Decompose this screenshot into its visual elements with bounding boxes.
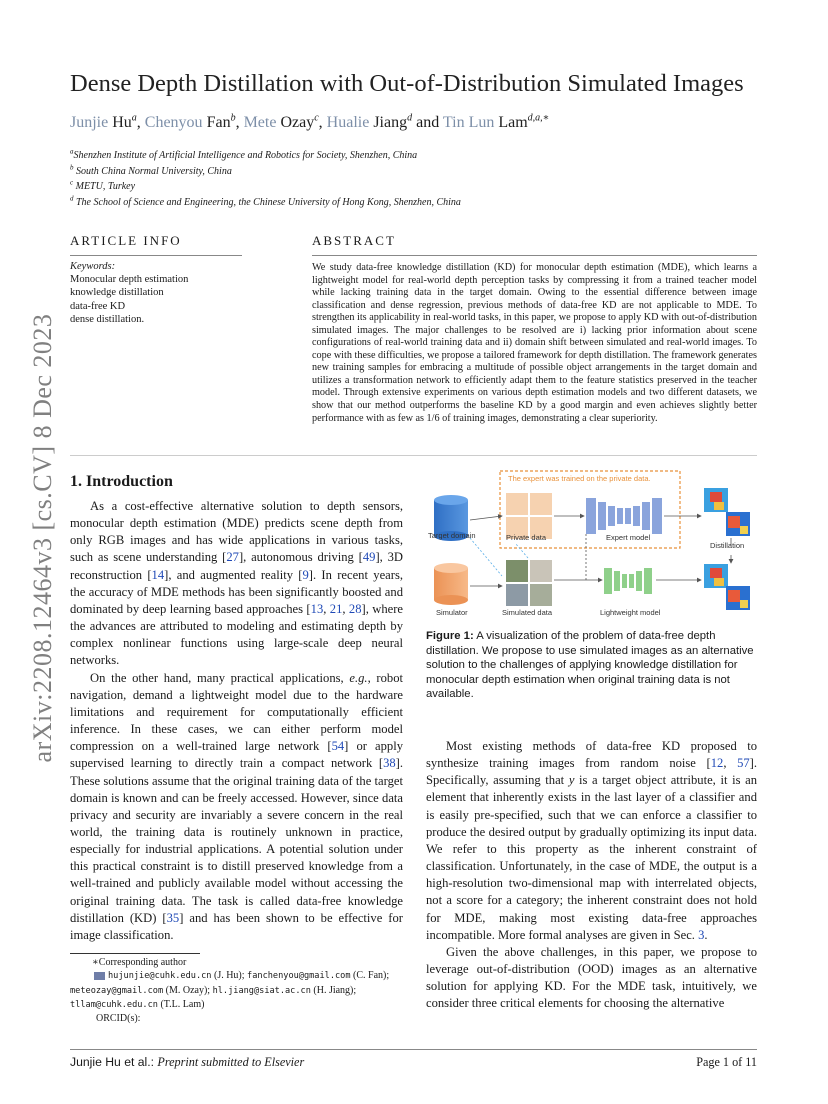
text-run: , robot navigation, demand a lightweight model due to the hardware limitations and requirement for computationally efficient inference. In these cases, we can either perform model compression on a well-trained large network [ [70,670,403,754]
text-run: ]. Specifically, assuming that [426,756,758,788]
figure-label-target-domain: Target domain [428,531,476,540]
expert-network [586,498,662,534]
caption-text: A visualization of the problem of data-free depth distillation. We propose to use simulated images as an alternative solution to the challenges of applying knowledge distillation for monocular depth estimation when original training data is not available. [426,630,754,701]
italic-run: y [568,773,575,788]
article-info-rule [70,255,242,256]
intro-paragraph-1 [70,498,403,670]
lightweight-network [604,568,652,594]
text-run: ]. These solutions assume that the original training data of the target domain is known and can be freely accessed. However, since data privacy and security are invariably a severe concern in the real world, the training data is routinely unknown in practice, especially for industrial applications. A potential solution under this practical constraint is to distill preserved knowledge from a well-trained and publicly available model without accessing the original training data. The task is called data-free knowledge distillation (KD) [ [70,756,403,925]
simulated-data-grid [506,560,552,606]
footnotes [70,956,410,1025]
email-address: fanchenyou@gmail.com [247,971,351,982]
email-address: tllam@cuhk.edu.cn [70,999,158,1010]
citation-link[interactable]: 13 [310,601,324,616]
keyword: data-free KD [70,300,126,312]
section-heading-introduction: 1. Introduction [70,473,173,490]
affiliation-c [70,178,136,192]
text-run: Most existing methods of data-free KD proposed to synthesize training images from random noise [ [426,739,757,771]
author-last-name: Hu [112,114,132,131]
author-first-name: Tin Lun [442,114,499,131]
author-first-name: Junjie [70,114,113,131]
affiliation-mark: b [70,163,74,172]
email-address: hujunjie@cuhk.edu.cn [108,971,212,982]
footnote-emails-3 [70,998,410,1012]
text-run: (J. Hu); [211,970,248,982]
author-affiliation-mark: a [131,112,137,124]
author-last-name: Fan [206,114,231,131]
figure-label-simulated-data: Simulated data [502,608,553,617]
citation-link[interactable]: 54 [331,739,345,754]
keywords-label: Keywords: [70,261,116,272]
text-run: (H. Jiang); [310,984,357,996]
caption-label: Figure 1: [426,630,474,642]
footnote-emails-2 [70,984,410,998]
text-run: is a target object attribute, it is an element that inherently exists in the last layer of a classifier and is easily pre-specified, such that we can enforce a classifier to produce the desired output by gradually optimizing its input data. We refer to this property as the inherent constraint of classification. Unfortunately, in the case of MDE, the output is a high-resolution two-dimensional map with interrelated objects, not a score for a category; the inherent constraint does not hold for MDE, making most existing data-free approaches incompatible. More formal analyses are given in Sec. [426,773,757,942]
paper-title: Dense Depth Distillation with Out-of-Distribution Simulated Images [70,70,744,97]
affiliation-b [70,163,232,177]
text-run: . [704,927,708,942]
text-run: , [723,756,738,771]
citation-link[interactable]: 27 [226,550,239,565]
simulator-cylinder [434,563,468,605]
text-run: ], autonomous driving [ [238,550,363,565]
footnote-orcid: ORCID(s): [96,1013,141,1025]
affiliation-mark: a [70,147,74,156]
arxiv-stamp-text: arXiv:2208.12464v3 [cs.CV] 8 Dec 2023 [28,313,57,763]
figure-label-simulator: Simulator [436,608,468,617]
italic-run: e.g. [349,670,368,685]
abstract-body: We study data-free knowledge distillation (KD) for monocular depth estimation (MDE), which learns a lightweight model for real-world depth perception tasks by compressing it from a trained teacher model while lacking training data in the target domain. Owing to the essential difference between image classification and dense regression, previous methods of data-free KD are not applicable to MDE. To strengthen its applicability in real-world tasks, in this paper, we propose to apply KD with out-of-distribution simulated images. The major challenges to be resolved are i) lacking prior information about scene configurations of real-world training data and ii) domain shift between simulated and real-world images. To cope with these difficulties, we propose a tailored framework for depth distillation. The framework generates new training samples for embracing a multitude of possible object arrangements in the target domain and utilizes a transformation network to efficiently adapt them to the feature statistics preserved in the teacher model. Through extensive experiments on various depth estimation models and two different datasets, we show that our method outperforms the baseline KD by a good margin and even achieves slightly better performance with as few as 1/6 of training images, demonstrating a clear superiority. [312,262,757,424]
abstract-heading: ABSTRACT [312,233,396,248]
article-info-heading: ARTICLE INFO [70,233,182,248]
affiliation-text: The School of Science and Engineering, the Chinese University of Hong Kong, Shenzhen, China [76,197,461,208]
footer-rule [70,1049,757,1050]
text-run: (C. Fan); [350,970,390,982]
author-first-name: Mete [243,114,281,131]
citation-link[interactable]: 35 [166,910,180,925]
email-address: meteozay@gmail.com [70,985,164,996]
text-run: ] and has been shown to be effective for image classification. [70,910,403,942]
author-affiliation-mark: c [314,112,319,124]
figure-1 [426,468,757,620]
citation-link[interactable]: 38 [383,756,396,771]
figure-label-expert-model: Expert model [606,533,651,542]
abstract-bottom-rule [70,455,757,456]
author [443,114,550,131]
affiliation-a [70,147,418,161]
citation-link[interactable]: 3 [698,927,705,942]
affiliation-d [70,194,461,208]
author-list: Junjie Hu$^a$, Chenyou Fan$^b$, Mete Ozay$^c$, Hualie Jiang$^d$ and Tin Lun Lam$^{d,a,∗}$ [70,112,550,131]
figure-banner-text: The expert was trained on the private data. [508,474,651,483]
footnote-email-line [108,970,389,981]
author-affiliation-mark: d [407,112,413,124]
footer-authors: Junjie Hu et al.: [70,1055,158,1069]
figure-1-caption [426,629,757,702]
figure-label-lightweight-model: Lightweight model [600,608,661,617]
text-run: (T.L. Lam) [157,998,205,1010]
affiliation-text: METU, Turkey [75,181,136,192]
text-run: As a cost-effective alternative solution to depth sensors, monocular depth estimation (MDE) predicts scene depth from only RGB images and has wide applications in various tasks, such as scene understanding [ [70,499,403,565]
intro-column [70,498,403,944]
author [244,114,319,131]
citation-link[interactable]: 57 [737,756,750,771]
email-icon [94,972,105,980]
student-depth-maps [704,564,750,610]
citation-link[interactable]: 49 [362,550,376,565]
author [145,114,236,131]
text-run: , [342,601,349,616]
text-run: , [323,601,330,616]
figure-label-private-data: Private data [506,533,547,542]
author-last-name: Lam [498,114,528,131]
text-run: (M. Ozay); [163,984,213,996]
affiliation-text: South China Normal University, China [76,166,232,177]
text-run: ] or apply supervised learning to directly train a compact network [ [70,739,403,771]
footnote-rule [70,953,200,954]
intro-paragraph-2 [70,670,403,945]
author [327,114,412,131]
text-run: On the other hand, many practical applications, [90,670,350,685]
text-run: Given the above challenges, in this paper, we propose to leverage out-of-distribution (OOD) images as an alternative solution for applying KD. For the MDE task, intuitively, we consider three critical elements for choosing the alternative [426,944,757,1011]
citation-link[interactable]: 9 [302,567,309,582]
footnote-corresponding: ∗Corresponding author [92,957,187,968]
text-run: ], where the advances are attributed to modeling and estimating depth by complex nonlinear functions using large-scale deep neural networks. [70,601,404,668]
affiliation-mark: c [70,178,74,187]
text-run: ]. In recent years, the accuracy of MDE methods has been significantly boosted and dominated by deep learning based approaches [ [70,567,403,616]
page-number: Page 1 of 11 [696,1055,757,1069]
keyword: Monocular depth estimation [70,274,189,286]
keyword: knowledge distillation [70,287,164,299]
abstract-rule [312,255,757,256]
author-first-name: Hualie [326,114,374,131]
author-last-name: Jiang [373,114,408,131]
text-run: ], and augmented reality [ [164,567,303,582]
author-affiliation-mark: b [230,112,236,124]
footer-left [70,1055,304,1070]
right-paragraph-1 [426,738,757,944]
right-paragraph-2 [426,944,757,1013]
citation-link[interactable]: 28 [348,601,362,616]
right-column [426,738,757,1013]
figure-diagram [426,468,757,620]
keyword: dense distillation. [70,313,145,325]
keywords-block [70,260,300,326]
text-run: ], 3D reconstruction [ [70,550,403,582]
author [70,114,137,131]
figure-label-distillation: Distillation [710,541,745,550]
author-affiliation-mark: d,a,∗ [527,112,550,124]
expert-depth-maps [704,488,750,536]
author-conjunction: and [412,114,443,131]
footer-journal: Preprint submitted to Elsevier [157,1055,305,1069]
author-first-name: Chenyou [144,114,207,131]
email-address: hl.jiang@siat.ac.cn [212,985,311,996]
citation-link[interactable]: 12 [710,756,724,771]
affiliation-text: Shenzhen Institute of Artificial Intelligence and Robotics for Society, Shenzhen, China [73,150,418,161]
footnote-emails-1 [70,969,410,983]
citation-link[interactable]: 14 [151,567,165,582]
author-last-name: Ozay [280,114,315,131]
citation-link[interactable]: 21 [329,601,343,616]
affiliation-mark: d [70,194,74,203]
